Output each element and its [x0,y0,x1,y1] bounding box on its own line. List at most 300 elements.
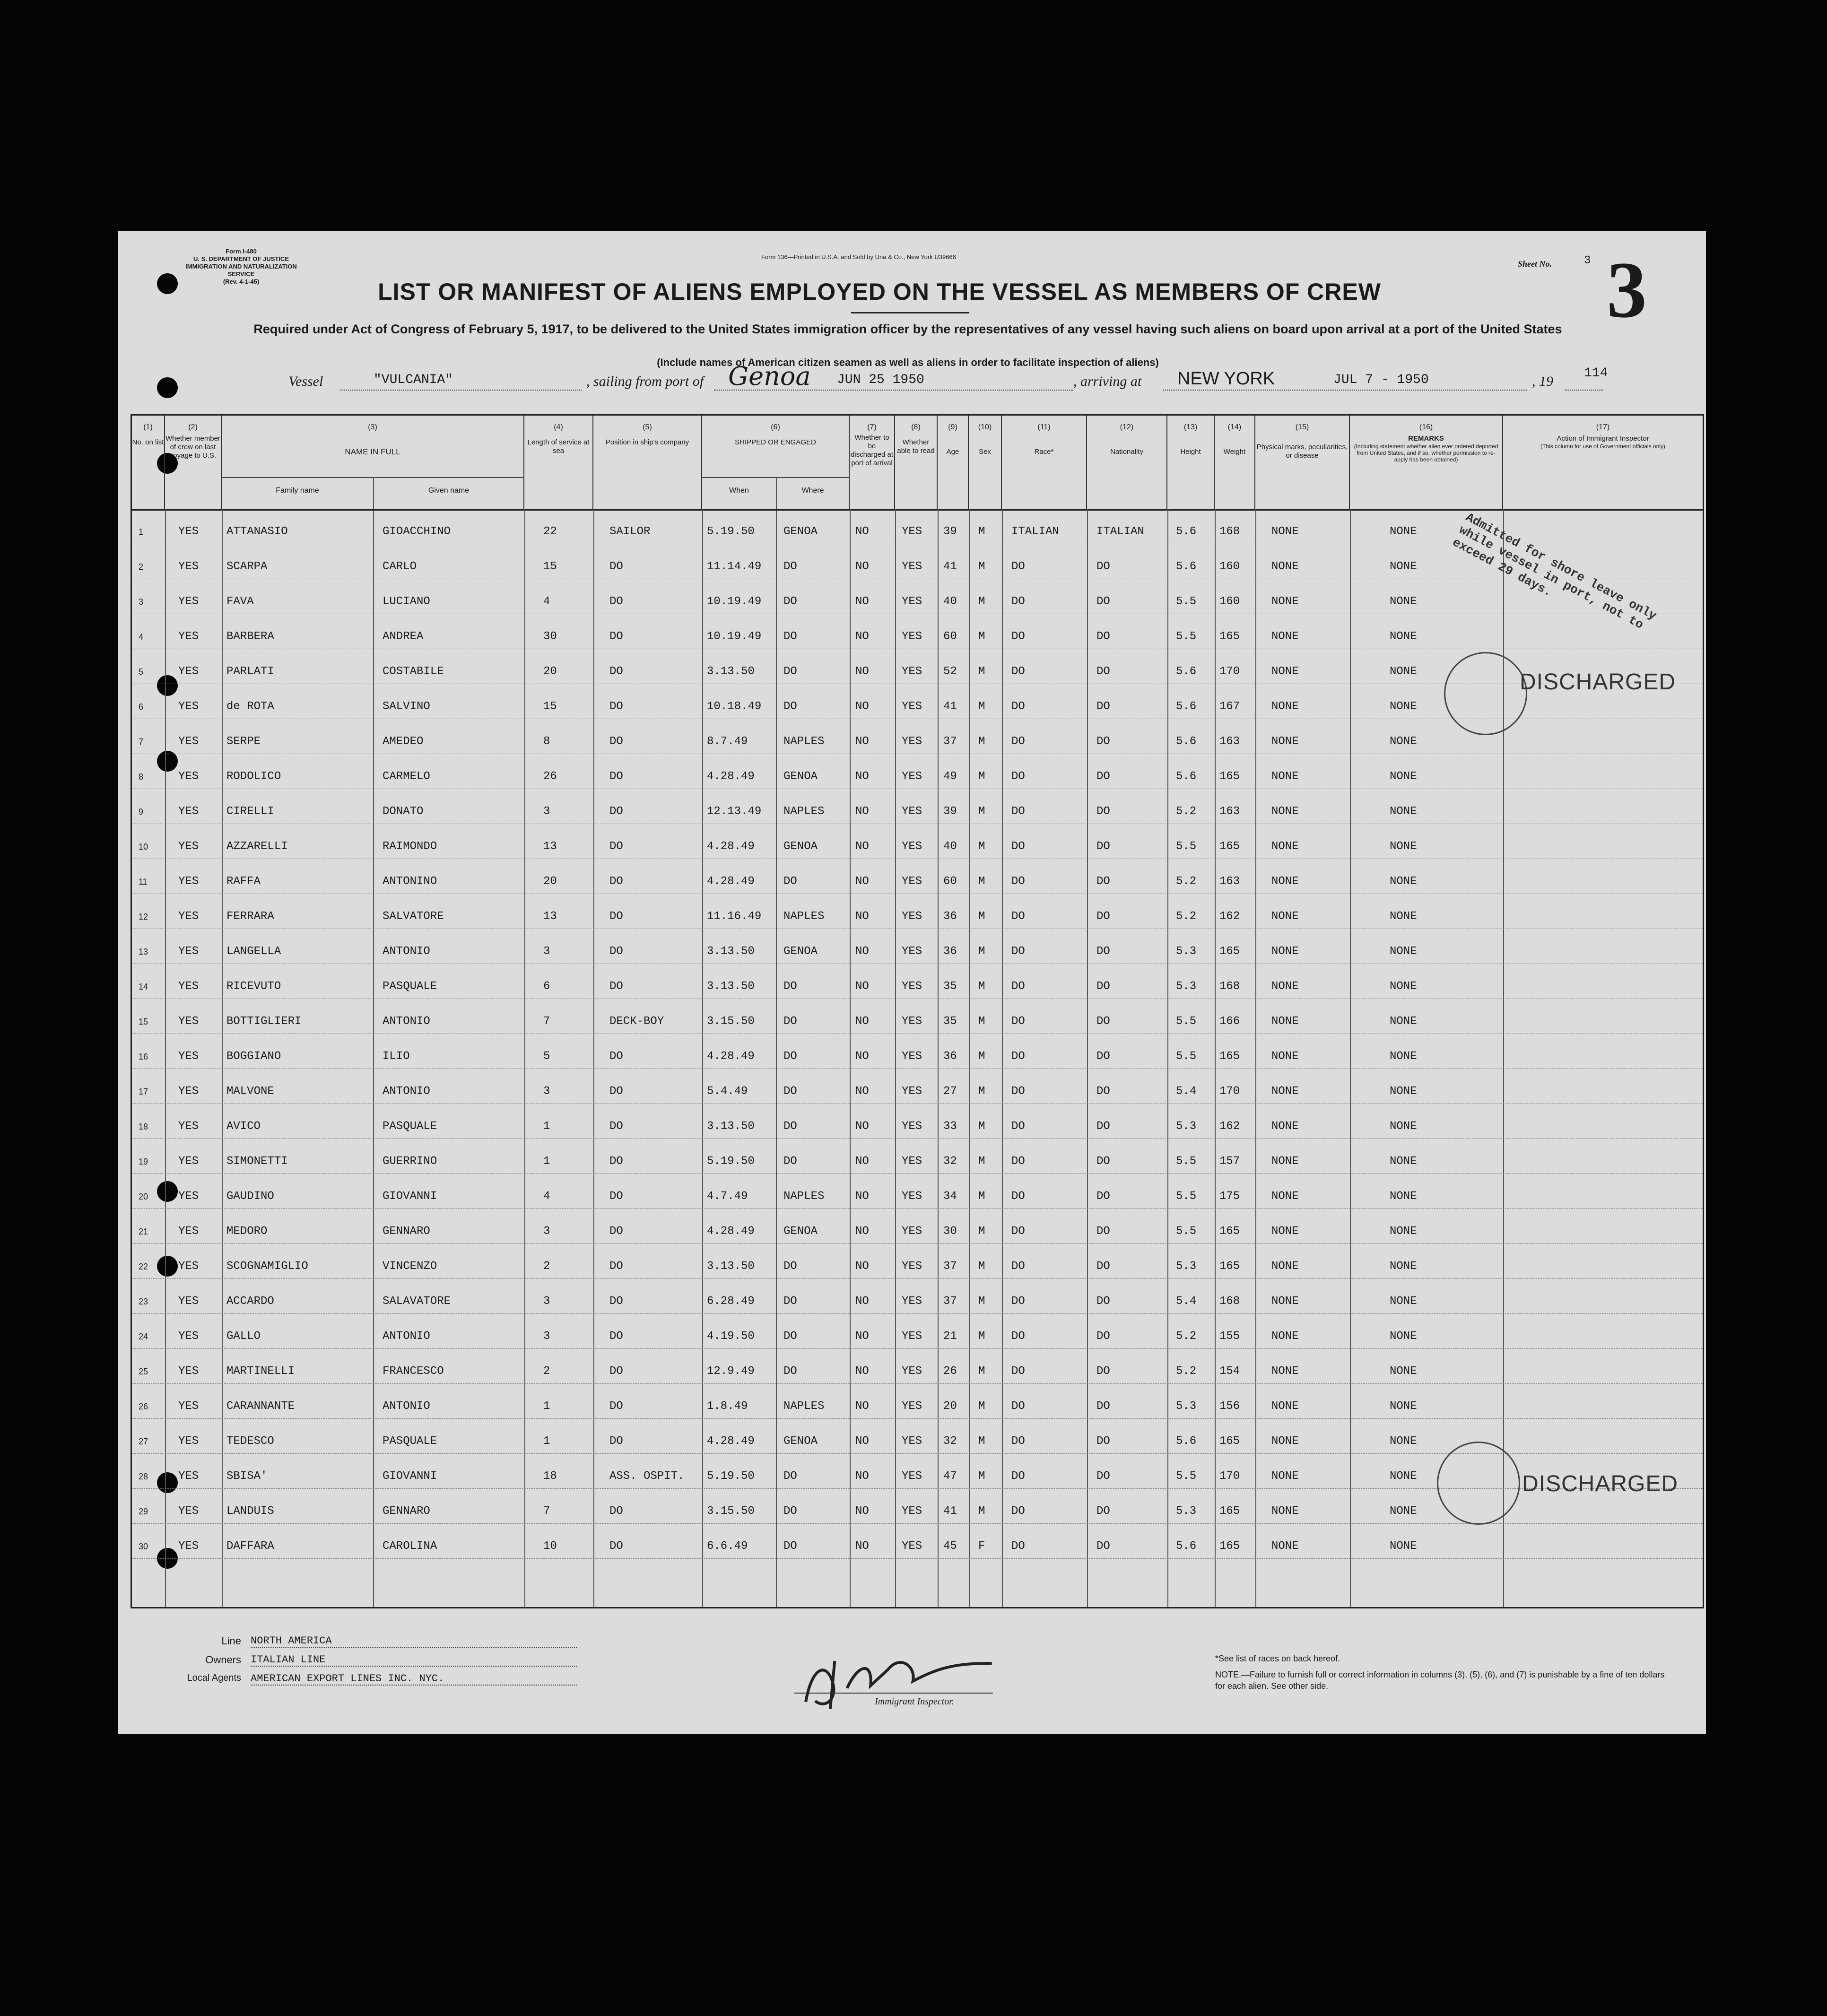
cell-when: 3.13.50 [707,665,755,678]
cell-where: DO [783,1470,797,1483]
cell-nat: DO [1096,1540,1110,1553]
cell-last: YES [178,630,199,643]
cell-no: 24 [139,1332,148,1341]
cell-height: 5.3 [1176,980,1197,993]
cell-disch: NO [855,1050,869,1063]
consulate-seal [1444,652,1527,735]
cell-weight: 168 [1219,525,1240,538]
cell-when: 6.28.49 [707,1295,755,1308]
cell-disch: NO [855,1085,869,1098]
cell-last: YES [178,595,199,608]
cell-remarks: NONE [1390,1295,1417,1308]
cell-height: 5.2 [1176,875,1197,888]
cell-weight: 165 [1219,770,1240,783]
cell-nat: DO [1096,910,1110,923]
cell-last: YES [178,700,199,713]
cell-sex: M [978,770,985,783]
cell-age: 49 [943,770,957,783]
cell-race: DO [1011,1470,1025,1483]
cell-remarks: NONE [1390,980,1417,993]
cell-no: 11 [139,877,148,886]
cell-marks: NONE [1271,1225,1299,1238]
cell-disch: NO [855,840,869,853]
cell-sex: M [978,1050,985,1063]
cell-where: GENOA [783,525,818,538]
cell-remarks: NONE [1390,1435,1417,1448]
cell-sex: M [978,560,985,573]
cell-age: 27 [943,1085,957,1098]
cell-weight: 160 [1219,595,1240,608]
cell-weight: 170 [1219,1470,1240,1483]
cell-marks: NONE [1271,525,1299,538]
cell-given: COSTABILE [383,665,444,678]
cell-read: YES [902,1295,922,1308]
cell-given: LUCIANO [383,595,430,608]
sub-header-where: Where [801,487,824,495]
cell-race: DO [1011,910,1025,923]
cell-family: BOGGIANO [226,1050,281,1063]
cell-read: YES [902,805,922,818]
table-row [132,1034,1703,1069]
cell-last: YES [178,525,199,538]
cell-family: ACCARDO [226,1295,274,1308]
cell-race: DO [1011,1015,1025,1028]
cell-sex: M [978,1190,985,1203]
cell-no: 19 [139,1157,148,1166]
cell-remarks: NONE [1390,525,1417,538]
cell-height: 5.5 [1176,1190,1197,1203]
cell-read: YES [902,770,922,783]
form-number-block: Form I-480 U. S. DEPARTMENT OF JUSTICE IMMIGRATION AND NATURALIZATION SERVICE (Rev. 4-1-45) [185,248,297,285]
cell-position: DO [609,1155,623,1168]
cell-last: YES [178,1050,199,1063]
cell-last: YES [178,1120,199,1133]
cell-disch: NO [855,1330,869,1343]
manifest-sheet [118,231,1706,1734]
cell-service: 3 [543,1085,550,1098]
cell-disch: NO [855,560,869,573]
cell-read: YES [902,1120,922,1133]
cell-no: 8 [139,772,144,782]
sub-header-when: When [729,487,749,495]
cell-no: 1 [139,527,144,537]
cell-where: DO [783,700,797,713]
cell-marks: NONE [1271,1330,1299,1343]
cell-service: 20 [543,875,557,888]
cell-nat: DO [1096,805,1110,818]
cell-position: DO [609,770,623,783]
cell-marks: NONE [1271,805,1299,818]
cell-last: YES [178,1540,199,1553]
cell-where: DO [783,595,797,608]
cell-read: YES [902,1505,922,1518]
cell-no: 13 [139,947,148,956]
cell-weight: 165 [1219,630,1240,643]
cell-age: 37 [943,1260,957,1273]
cell-disch: NO [855,805,869,818]
cell-nat: DO [1096,875,1110,888]
cell-last: YES [178,1155,199,1168]
cell-family: RAFFA [226,875,261,888]
cell-service: 20 [543,665,557,678]
arriving-date: JUL 7 - 1950 [1333,373,1429,387]
cell-sex: F [978,1540,985,1553]
cell-remarks: NONE [1390,840,1417,853]
sailing-port: Genoa [728,361,811,391]
cell-remarks: NONE [1390,595,1417,608]
cell-when: 3.13.50 [707,1260,755,1273]
cell-read: YES [902,560,922,573]
cell-family: SERPE [226,735,261,748]
cell-service: 10 [543,1540,557,1553]
cell-family: TEDESCO [226,1435,274,1448]
cell-height: 5.2 [1176,1330,1197,1343]
cell-nat: DO [1096,560,1110,573]
cell-given: DONATO [383,805,424,818]
cell-given: AMEDEO [383,735,424,748]
cell-marks: NONE [1271,1085,1299,1098]
cell-marks: NONE [1271,1260,1299,1273]
cell-nat: ITALIAN [1096,525,1144,538]
cell-where: NAPLES [783,1190,825,1203]
cell-height: 5.5 [1176,630,1197,643]
cell-nat: DO [1096,1330,1110,1343]
cell-sex: M [978,1435,985,1448]
cell-race: DO [1011,1295,1025,1308]
table-row [132,1279,1703,1314]
cell-family: BOTTIGLIERI [226,1015,302,1028]
cell-service: 1 [543,1435,550,1448]
cell-height: 5.6 [1176,700,1197,713]
cell-height: 5.4 [1176,1295,1197,1308]
cell-where: GENOA [783,840,818,853]
sheet-number-stamp: 3 [1607,245,1647,334]
sub-header-given: Given name [428,487,470,495]
cell-given: ANTONINO [383,875,437,888]
cell-where: DO [783,1505,797,1518]
cell-family: RODOLICO [226,770,281,783]
cell-race: DO [1011,1120,1025,1133]
cell-no: 10 [139,842,148,852]
cell-weight: 170 [1219,665,1240,678]
cell-race: DO [1011,1085,1025,1098]
col-header-read: (8) Whether able to read [895,416,938,509]
cell-marks: NONE [1271,630,1299,643]
cell-sex: M [978,1365,985,1378]
cell-disch: NO [855,1190,869,1203]
cell-weight: 162 [1219,910,1240,923]
cell-race: DO [1011,700,1025,713]
owners-value: ITALIAN LINE [251,1654,577,1667]
cell-nat: DO [1096,595,1110,608]
cell-family: SCOGNAMIGLIO [226,1260,308,1273]
cell-no: 12 [139,912,148,921]
cell-height: 5.6 [1176,735,1197,748]
cell-service: 7 [543,1505,550,1518]
cell-marks: NONE [1271,1015,1299,1028]
cell-age: 36 [943,945,957,958]
table-row [132,1139,1703,1174]
cell-given: VINCENZO [383,1260,437,1273]
table-row [132,1244,1703,1279]
cell-where: DO [783,1330,797,1343]
cell-service: 18 [543,1470,557,1483]
cell-sex: M [978,875,985,888]
cell-race: ITALIAN [1011,525,1059,538]
cell-remarks: NONE [1390,1470,1417,1483]
cell-nat: DO [1096,1470,1110,1483]
cell-race: DO [1011,1400,1025,1413]
cell-last: YES [178,945,199,958]
cell-family: GAUDINO [226,1190,274,1203]
cell-given: PASQUALE [383,1435,437,1448]
cell-no: 23 [139,1297,148,1306]
sailing-label: , sailing from port of [586,374,704,389]
cell-where: DO [783,1120,797,1133]
cell-remarks: NONE [1390,1190,1417,1203]
cell-family: RICEVUTO [226,980,281,993]
cell-disch: NO [855,1120,869,1133]
cell-when: 3.13.50 [707,945,755,958]
cell-remarks: NONE [1390,1400,1417,1413]
cell-last: YES [178,1225,199,1238]
cell-last: YES [178,1085,199,1098]
cell-race: DO [1011,595,1025,608]
cell-age: 37 [943,735,957,748]
cell-nat: DO [1096,770,1110,783]
cell-when: 5.19.50 [707,525,755,538]
cell-position: DO [609,1120,623,1133]
cell-remarks: NONE [1390,735,1417,748]
cell-age: 40 [943,595,957,608]
cell-weight: 166 [1219,1015,1240,1028]
cell-no: 22 [139,1262,148,1271]
cell-family: AZZARELLI [226,840,288,853]
cell-remarks: NONE [1390,1225,1417,1238]
sailing-date: JUN 25 1950 [837,373,924,387]
cell-service: 1 [543,1120,550,1133]
cell-read: YES [902,1540,922,1553]
cell-marks: NONE [1271,1295,1299,1308]
cell-sex: M [978,630,985,643]
cell-when: 4.28.49 [707,1050,755,1063]
table-row [132,1314,1703,1349]
cell-disch: NO [855,1400,869,1413]
cell-nat: DO [1096,1435,1110,1448]
cell-read: YES [902,735,922,748]
cell-age: 34 [943,1190,957,1203]
cell-nat: DO [1096,1400,1110,1413]
cell-age: 45 [943,1540,957,1553]
cell-sex: M [978,1260,985,1273]
cell-service: 3 [543,1330,550,1343]
cell-where: DO [783,980,797,993]
cell-remarks: NONE [1390,1050,1417,1063]
cell-weight: 165 [1219,945,1240,958]
cell-marks: NONE [1271,1505,1299,1518]
races-note: *See list of races on back hereof. [1215,1654,1340,1663]
cell-age: 40 [943,840,957,853]
cell-marks: NONE [1271,1050,1299,1063]
cell-last: YES [178,1330,199,1343]
col-header-weight: (14) Weight [1215,416,1255,509]
cell-weight: 165 [1219,1505,1240,1518]
cell-position: DO [609,1435,623,1448]
cell-position: DO [609,1085,623,1098]
cell-weight: 168 [1219,980,1240,993]
cell-where: DO [783,1540,797,1553]
cell-read: YES [902,980,922,993]
cell-disch: NO [855,1225,869,1238]
cell-sex: M [978,1120,985,1133]
cell-service: 2 [543,1365,550,1378]
cell-age: 36 [943,1050,957,1063]
cell-where: NAPLES [783,735,825,748]
cell-position: DO [609,1540,623,1553]
page-subnote: (Include names of American citizen seamen as well as aliens in order to facilitate inspection of aliens) [657,356,1159,368]
cell-disch: NO [855,525,869,538]
col-header-service: (4) Length of service at sea [524,416,593,509]
cell-position: DO [609,1190,623,1203]
cell-weight: 165 [1219,1050,1240,1063]
cell-last: YES [178,735,199,748]
cell-read: YES [902,1085,922,1098]
cell-position: DO [609,665,623,678]
punch-hole [157,273,178,294]
cell-service: 13 [543,840,557,853]
cell-marks: NONE [1271,735,1299,748]
cell-nat: DO [1096,1505,1110,1518]
cell-height: 5.6 [1176,1540,1197,1553]
cell-read: YES [902,595,922,608]
cell-nat: DO [1096,1050,1110,1063]
cell-disch: NO [855,595,869,608]
cell-no: 20 [139,1192,148,1201]
cell-family: de ROTA [226,700,274,713]
cell-race: DO [1011,980,1025,993]
cell-where: DO [783,665,797,678]
cell-given: CARMELO [383,770,430,783]
cell-disch: NO [855,1155,869,1168]
cell-given: GIOVANNI [383,1190,437,1203]
cell-when: 5.19.50 [707,1155,755,1168]
cell-height: 5.3 [1176,1120,1197,1133]
cell-where: GENOA [783,1225,818,1238]
cell-read: YES [902,840,922,853]
cell-where: DO [783,1295,797,1308]
cell-no: 14 [139,982,148,991]
cell-nat: DO [1096,1365,1110,1378]
cell-race: DO [1011,1190,1025,1203]
cell-given: FRANCESCO [383,1365,444,1378]
cell-read: YES [902,1330,922,1343]
cell-race: DO [1011,735,1025,748]
cell-age: 33 [943,1120,957,1133]
cell-height: 5.2 [1176,805,1197,818]
cell-position: DO [609,945,623,958]
cell-sex: M [978,665,985,678]
cell-given: SALAVATORE [383,1295,451,1308]
cell-given: CARLO [383,560,417,573]
cell-height: 5.6 [1176,770,1197,783]
cell-race: DO [1011,945,1025,958]
cell-race: DO [1011,1050,1025,1063]
agents-value: AMERICAN EXPORT LINES INC. NYC. [251,1673,577,1686]
cell-read: YES [902,1225,922,1238]
cell-given: ANTONIO [383,1015,430,1028]
cell-where: DO [783,630,797,643]
cell-given: CAROLINA [383,1540,437,1553]
cell-nat: DO [1096,1015,1110,1028]
cell-read: YES [902,875,922,888]
cell-service: 15 [543,560,557,573]
col-header-height: (13) Height [1167,416,1215,509]
cell-marks: NONE [1271,1120,1299,1133]
cell-disch: NO [855,630,869,643]
cell-read: YES [902,1015,922,1028]
cell-height: 5.3 [1176,1505,1197,1518]
cell-no: 28 [139,1472,148,1481]
cell-when: 4.28.49 [707,1435,755,1448]
cell-read: YES [902,1190,922,1203]
page-title: LIST OR MANIFEST OF ALIENS EMPLOYED ON THE VESSEL AS MEMBERS OF CREW [378,278,1381,305]
cell-height: 5.4 [1176,1085,1197,1098]
cell-last: YES [178,910,199,923]
cell-weight: 162 [1219,1120,1240,1133]
cell-disch: NO [855,770,869,783]
owners-label: Owners [205,1654,241,1666]
cell-race: DO [1011,1505,1025,1518]
cell-height: 5.5 [1176,1225,1197,1238]
line-value: NORTH AMERICA [251,1635,577,1648]
table-row [132,789,1703,824]
cell-age: 21 [943,1330,957,1343]
cell-age: 41 [943,560,957,573]
cell-where: GENOA [783,945,818,958]
cell-marks: NONE [1271,1435,1299,1448]
cell-disch: NO [855,735,869,748]
cell-last: YES [178,875,199,888]
cell-disch: NO [855,875,869,888]
cell-sex: M [978,1400,985,1413]
cell-service: 4 [543,595,550,608]
cell-service: 3 [543,805,550,818]
cell-no: 15 [139,1017,148,1026]
cell-read: YES [902,630,922,643]
cell-given: ANDREA [383,630,424,643]
cell-weight: 170 [1219,1085,1240,1098]
table-row [132,1524,1703,1559]
cell-race: DO [1011,770,1025,783]
cell-read: YES [902,1260,922,1273]
cell-remarks: NONE [1390,1330,1417,1343]
col-header-position: (5) Position in ship's company [593,416,702,509]
cell-read: YES [902,1435,922,1448]
cell-no: 4 [139,632,144,642]
cell-given: PASQUALE [383,980,437,993]
cell-last: YES [178,665,199,678]
col-header-discharged: (7) Whether to be discharged at port of arrival [850,416,895,509]
cell-height: 5.6 [1176,665,1197,678]
cell-family: ATTANASIO [226,525,288,538]
cell-height: 5.6 [1176,525,1197,538]
cell-sex: M [978,980,985,993]
cell-last: YES [178,1400,199,1413]
cell-position: DO [609,1050,623,1063]
cell-position: ASS. OSPIT. [609,1470,685,1483]
cell-read: YES [902,665,922,678]
cell-service: 4 [543,1190,550,1203]
